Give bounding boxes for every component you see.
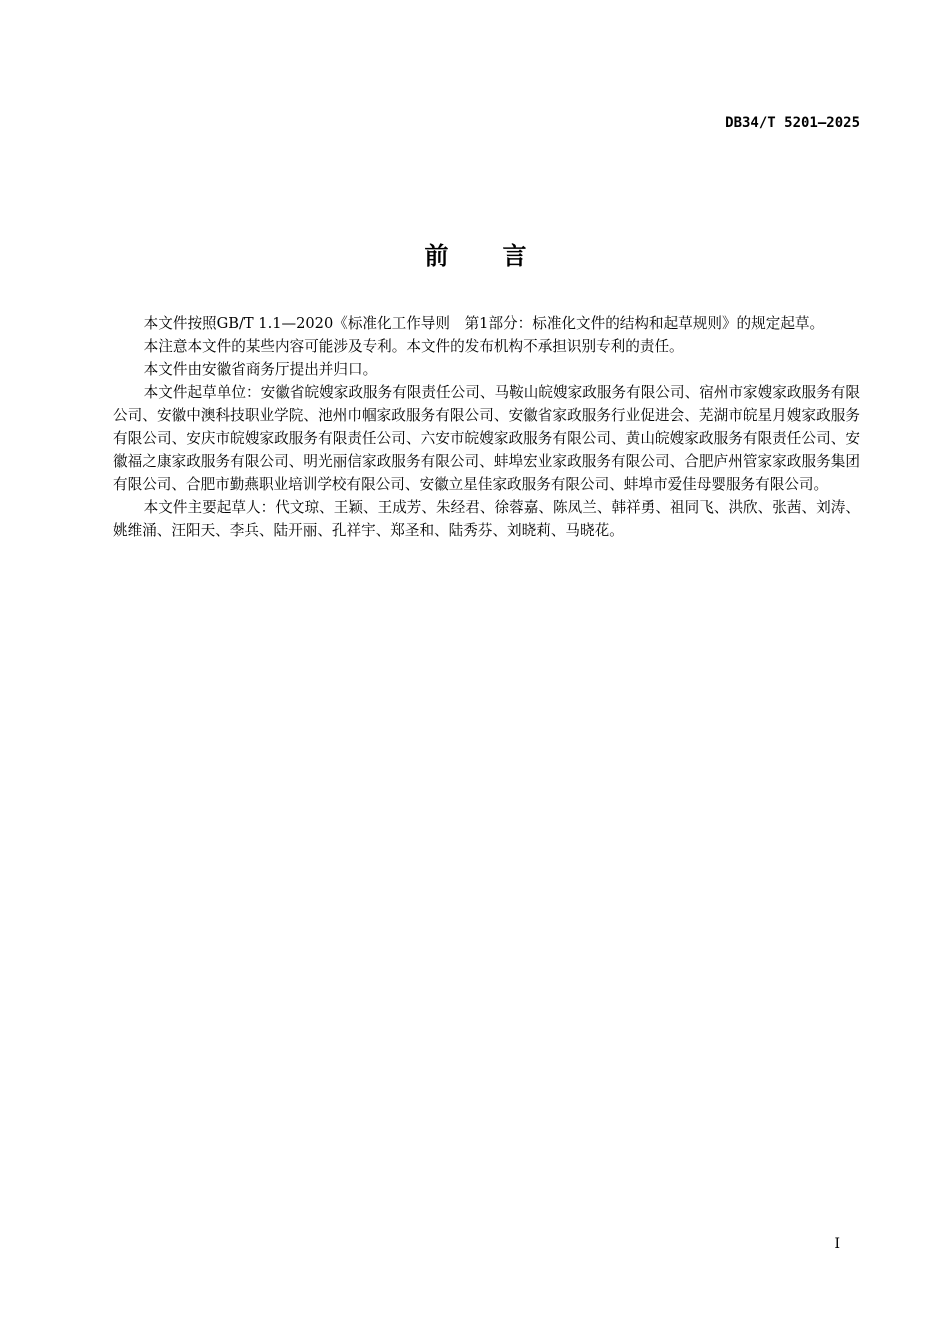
paragraph-drafting-rules: 本文件按照GB/T 1.1—2020《标准化工作导则 第1部分：标准化文件的结构和起草规则》的规定起草。 [143, 315, 825, 332]
document-code: DB34/T 5201—2025 [725, 115, 860, 131]
page-number: I [834, 1236, 840, 1252]
page-title: 前言 [424, 242, 581, 270]
paragraph-drafting-units: 本文件起草单位：安徽省皖嫂家政服务有限责任公司、马鞍山皖嫂家政服务有限公司、宿州市家嫂家政服务有限公司、安徽中澳科技职业学院、池州巾帼家政服务有限公司、安徽省家政服务行业促进会、芜湖市皖星月嫂家政服务有限公司、安庆市皖嫂家政服务有限责任公司、六安市皖嫂家政服务有限公司、黄山皖嫂家政服务有限责任公司、安徽福之康家政服务有限公司、明光丽信家政服务有限公司、蚌埠宏业家政服务有限公司、合肥庐州管家家政服务集团有限公司、合肥市勤燕职业培训学校有限公司、安徽立星佳家政服务有限公司、蚌埠市爱佳母婴服务有限公司。 [113, 384, 860, 493]
paragraph-drafters: 本文件主要起草人：代文琼、王颖、王成芳、朱经君、徐蓉嘉、陈凤兰、韩祥勇、祖同飞、洪欣、张茜、刘涛、姚维涌、汪阳天、李兵、陆开丽、孔祥宇、郑圣和、陆秀芬、刘晓莉、马晓花。 [113, 499, 860, 539]
foreword-body [113, 312, 860, 542]
paragraph-proposer: 本文件由安徽省商务厅提出并归口。 [143, 361, 378, 378]
paragraph-patent-notice: 本注意本文件的某些内容可能涉及专利。本文件的发布机构不承担识别专利的责任。 [143, 338, 684, 355]
